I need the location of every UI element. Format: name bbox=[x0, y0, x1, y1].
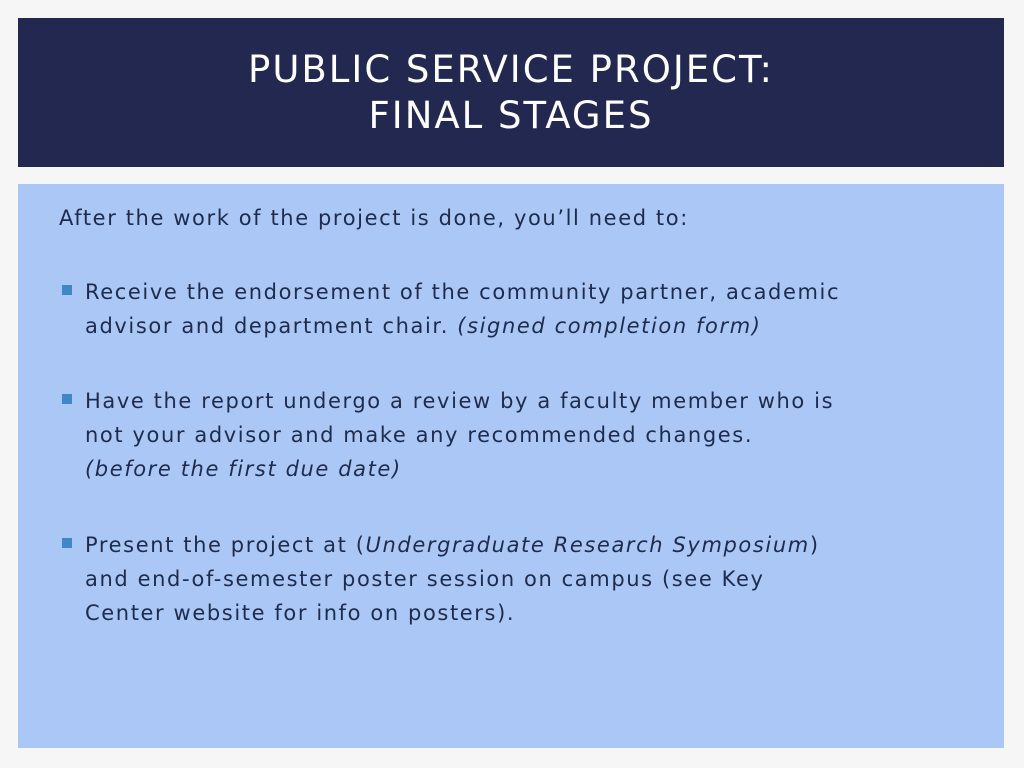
bullet-text bbox=[85, 275, 979, 343]
slide-title-line-1: PUBLIC SERVICE PROJECT: bbox=[248, 47, 774, 91]
title-band bbox=[18, 18, 1004, 167]
slide-title-line-2: FINAL STAGES bbox=[368, 93, 654, 137]
bullet-line bbox=[85, 309, 979, 343]
intro-text: After the work of the project is done, you’ll need to: bbox=[59, 206, 689, 230]
square-bullet-icon bbox=[62, 285, 72, 295]
bullet-item-present bbox=[59, 528, 979, 630]
bullet-line bbox=[85, 528, 979, 562]
bullet-line: not your advisor and make any recommended changes. bbox=[85, 423, 754, 447]
bullet-line-emphasis: (signed completion form) bbox=[457, 314, 762, 338]
bullet-text bbox=[85, 528, 979, 630]
bullet-line: and end-of-semester poster session on campus (see Key bbox=[85, 567, 765, 591]
bullet-line-emphasis: Undergraduate Research Symposium bbox=[365, 533, 810, 557]
bullet-line-emphasis: (before the first due date) bbox=[85, 457, 402, 481]
bullet-item-review bbox=[59, 384, 979, 486]
bullet-line-text: ) bbox=[809, 533, 820, 557]
bullet-line-text: advisor and department chair. bbox=[85, 314, 458, 338]
bullet-text bbox=[85, 384, 979, 486]
square-bullet-icon bbox=[62, 394, 72, 404]
bullet-line: Have the report undergo a review by a faculty member who is bbox=[85, 389, 835, 413]
bullet-line: Center website for info on posters). bbox=[85, 601, 516, 625]
bullet-line-text: Present the project at ( bbox=[85, 533, 366, 557]
content-panel bbox=[18, 184, 1004, 748]
bullet-line: Receive the endorsement of the community partner, academic bbox=[85, 280, 841, 304]
bullet-item-endorsement bbox=[59, 275, 979, 343]
square-bullet-icon bbox=[62, 538, 72, 548]
